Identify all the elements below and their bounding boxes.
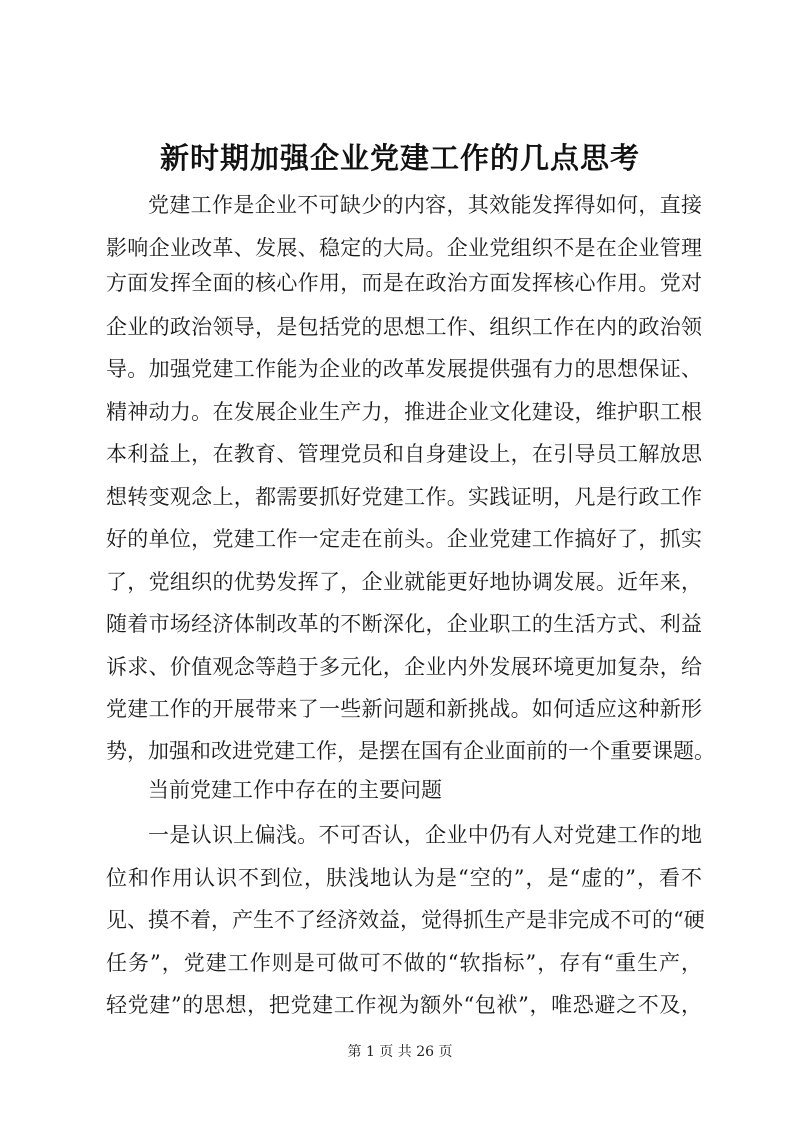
paragraph-line: 随着市场经济体制改革的不断深化，企业职工的生活方式、利益: [106, 612, 702, 636]
paragraph-line: 企业的政治领导，是包括党的思想工作、组织工作在内的政治领: [106, 315, 702, 339]
document-title: 新时期加强企业党建工作的几点思考: [159, 141, 640, 175]
paragraph-line: 诉求、价值观念等趋于多元化，企业内外发展环境更加复杂，给: [106, 655, 702, 679]
paragraph-line: 好的单位，党建工作一定走在前头。企业党建工作搞好了，抓实: [106, 527, 702, 551]
paragraph-line: 本利益上，在教育、管理党员和自身建设上，在引导员工解放思: [106, 442, 702, 466]
paragraph-line: 党建工作的开展带来了一些新问题和新挑战。如何适应这种新形: [106, 697, 702, 721]
paragraph-line: 一是认识上偏浅。不可否认，企业中仍有人对党建工作的地: [148, 823, 702, 847]
section-heading: 当前党建工作中存在的主要问题: [148, 778, 442, 802]
paragraph-line: 势，加强和改进党建工作，是摆在国有企业面前的一个重要课题。: [106, 739, 715, 763]
paragraph-line: 见、摸不着，产生不了经济效益，觉得抓生产是非完成不可的“硬: [106, 908, 705, 932]
paragraph-line: 党建工作是企业不可缺少的内容，其效能发挥得如何，直接: [148, 193, 702, 217]
paragraph-line: 影响企业改革、发展、稳定的大局。企业党组织不是在企业管理: [106, 236, 702, 260]
paragraph-line: 了，党组织的优势发挥了，企业就能更好地协调发展。近年来，: [106, 570, 702, 594]
paragraph-line: 想转变观念上，都需要抓好党建工作。实践证明，凡是行政工作: [106, 485, 702, 509]
paragraph-line: 导。加强党建工作能为企业的改革发展提供强有力的思想保证、: [106, 357, 702, 381]
page-number: 第 1 页 共 26 页: [347, 1044, 453, 1060]
paragraph-line: 任务”，党建工作则是可做可不做的“软指标”，存有“重生产，: [106, 951, 702, 975]
paragraph-line: 精神动力。在发展企业生产力，推进企业文化建设，维护职工根: [106, 400, 702, 424]
paragraph-line: 轻党建”的思想，把党建工作视为额外“包袱”，唯恐避之不及，: [106, 993, 702, 1017]
paragraph-line: 方面发挥全面的核心作用，而是在政治方面发挥核心作用。党对: [106, 271, 702, 295]
paragraph-line: 位和作用认识不到位，肤浅地认为是“空的”，是“虚的”，看不: [106, 866, 702, 890]
